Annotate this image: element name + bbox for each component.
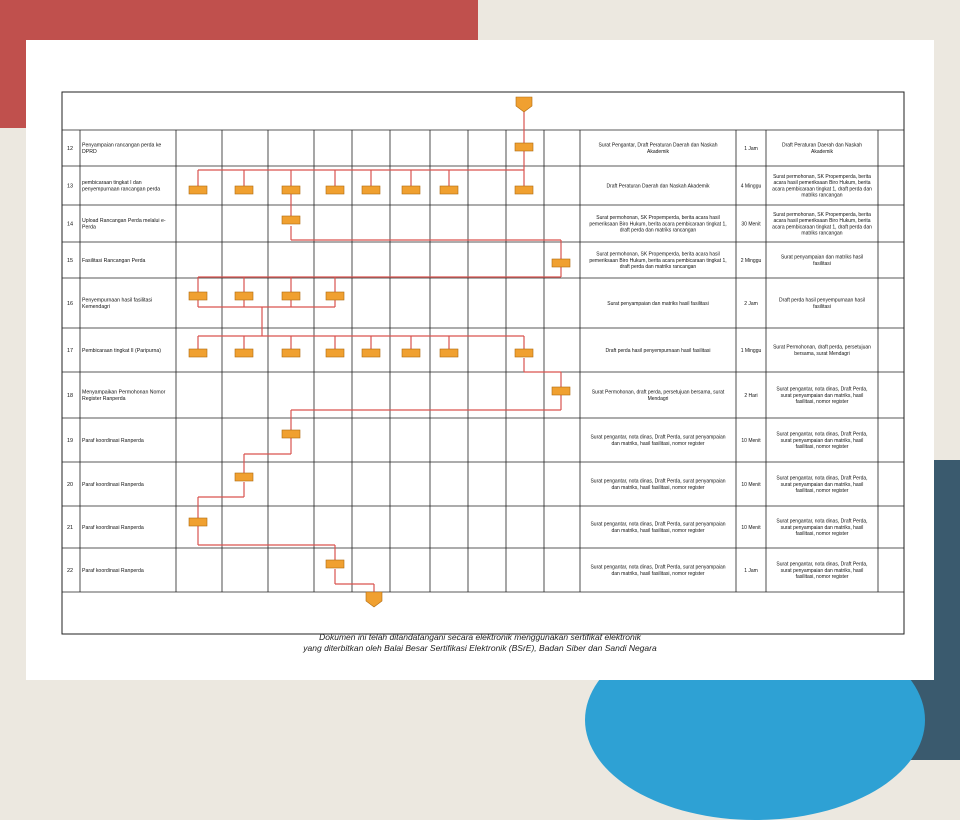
process-box <box>235 473 253 481</box>
process-box <box>515 143 533 151</box>
process-box <box>189 292 207 300</box>
activity-text: Penyampaian rancangan perda ke DPRD <box>82 142 162 156</box>
input-text: Surat pengantar, nota dinas, Draft Perda, surat penyampaian dan matriks, hasil fasilitasi, nomor register <box>590 434 726 447</box>
activity-text: Penyempurnaan hasil fasilitasi Kemendagri <box>82 297 153 311</box>
process-box <box>282 349 300 357</box>
input-text: Surat Permohonan, draft perda, persetujuan bersama, surat Mendagri <box>591 389 725 402</box>
signature-footer <box>0 632 960 654</box>
step-number: 17 <box>66 347 74 354</box>
activity-text: Paraf koordinasi Ranperda <box>82 481 144 488</box>
process-box <box>235 349 253 357</box>
process-box <box>402 349 420 357</box>
end-connector <box>366 592 382 607</box>
process-box <box>515 186 533 194</box>
output-text: Surat penyampaian dan matriks hasil fasilitasi <box>780 254 864 267</box>
input-text: Surat penyampaian dan matriks hasil fasilitasi <box>607 300 709 307</box>
input-text: Surat pengantar, nota dinas, Draft Perda, surat penyampaian dan matriks, hasil fasilitasi, nomor register <box>590 521 726 534</box>
process-box <box>552 259 570 267</box>
process-box <box>440 186 458 194</box>
step-number: 12 <box>66 145 74 152</box>
time-text: 2 Minggu <box>740 257 762 264</box>
process-box <box>189 186 207 194</box>
output-text: Surat permohonan, SK Propemperda, berita acara hasil pemeriksaan Biro Hukum, berita acara pembicaraan tingkat 1, draft perda dan matriks rancangan <box>772 173 872 199</box>
activity-text: Pembicaraan tingkat II (Paripurna) <box>82 347 162 354</box>
output-text: Surat permohonan, SK Propemperda, berita acara hasil pemeriksaan Biro Hukum, berita acara pembicaraan tingkat 1, draft perda dan matriks rancangan <box>772 211 872 237</box>
activity-text: Upload Rancangan Perda melalui e-Perda <box>82 218 166 231</box>
input-text: Surat pengantar, nota dinas, Draft Perda, surat penyampaian dan matriks, hasil fasilitasi, nomor register <box>590 564 726 577</box>
process-box <box>440 349 458 357</box>
output-text: Surat Permohonan, draft perda, persetujuan bersama, surat Mendagri <box>773 344 871 357</box>
step-number: 19 <box>66 437 74 444</box>
process-box <box>402 186 420 194</box>
activity-text: Fasilitasi Rancangan Perda <box>82 257 146 264</box>
output-text: Surat pengantar, nota dinas, Draft Perda, surat penyampaian dan matriks, hasil fasilitasi, nomor register <box>776 386 868 405</box>
time-text: 1 Minggu <box>740 347 762 354</box>
step-number: 22 <box>66 567 74 574</box>
time-text: 4 Minggu <box>740 183 762 190</box>
process-box <box>235 186 253 194</box>
time-text: 2 Jam <box>744 300 758 307</box>
time-text: 30 Menit <box>741 221 761 228</box>
footer-line-2: yang diterbitkan oleh Balai Besar Sertifikasi Elektronik (BSrE), Badan Siber dan Sandi Negara <box>303 643 657 653</box>
process-box <box>189 349 207 357</box>
process-box <box>552 387 570 395</box>
time-text: 10 Menit <box>741 481 761 488</box>
activity-text: Paraf koordinasi Ranperda <box>82 437 144 444</box>
output-text: Surat pengantar, nota dinas, Draft Perda, surat penyampaian dan matriks, hasil fasilitasi, nomor register <box>776 431 868 450</box>
process-box <box>515 349 533 357</box>
process-box <box>326 560 344 568</box>
process-box <box>282 216 300 224</box>
activity-text: Paraf koordinasi Ranperda <box>82 567 144 574</box>
process-box <box>189 518 207 526</box>
process-box <box>282 186 300 194</box>
step-number: 21 <box>66 524 74 531</box>
input-text: Surat Pengantar, Draft Peraturan Daerah dan Naskah Akademik <box>598 142 718 155</box>
step-number: 16 <box>66 300 74 307</box>
process-box <box>282 292 300 300</box>
time-text: 10 Menit <box>741 524 761 531</box>
time-text: 1 Jam <box>744 145 758 152</box>
input-text: Draft perda hasil penyempurnaan hasil fasilitasi <box>605 347 711 354</box>
footer-line-1: Dokumen ini telah ditandatangani secara elektronik menggunakan sertifikat elektronik <box>319 632 641 642</box>
output-text: Surat pengantar, nota dinas, Draft Perda, surat penyampaian dan matriks, hasil fasilitasi, nomor register <box>776 561 868 580</box>
output-text: Surat pengantar, nota dinas, Draft Perda, surat penyampaian dan matriks, hasil fasilitasi, nomor register <box>776 518 868 537</box>
process-box <box>362 186 380 194</box>
step-number: 15 <box>66 257 74 264</box>
input-text: Draft Peraturan Daerah dan Naskah Akademik <box>606 183 710 190</box>
time-text: 1 Jam <box>744 567 758 574</box>
process-box <box>326 186 344 194</box>
process-box <box>326 292 344 300</box>
process-box <box>362 349 380 357</box>
step-number: 13 <box>66 183 74 190</box>
activity-text: pembicaraan tingkat I dan penyempurnaan rancangan perda <box>82 180 161 193</box>
activity-text: Paraf koordinasi Ranperda <box>82 524 144 531</box>
step-number: 20 <box>66 481 74 488</box>
step-number: 18 <box>66 392 74 399</box>
process-box <box>235 292 253 300</box>
input-text: Surat permohonan, SK Propemperda, berita acara hasil pemeriksaan Biro Hukum, berita acara pembicaraan tingkat 1, draft perda dan matriks rancangan <box>589 251 727 270</box>
step-number: 14 <box>66 221 74 228</box>
time-text: 2 Hari <box>744 392 758 399</box>
process-box <box>326 349 344 357</box>
activity-text: Menyampaikan Permohonan Nomor Register Ranperda <box>82 389 166 403</box>
time-text: 10 Menit <box>741 437 761 444</box>
start-connector <box>516 97 532 112</box>
output-text: Draft perda hasil penyempurnaan hasil fasilitasi <box>779 297 865 310</box>
output-text: Surat pengantar, nota dinas, Draft Perda, surat penyampaian dan matriks, hasil fasilitasi, nomor register <box>776 475 868 494</box>
input-text: Surat permohonan, SK Propemperda, berita acara hasil pemeriksaan Biro Hukum, berita acara pembicaraan tingkat 1, draft perda dan matriks rancangan <box>589 215 727 234</box>
input-text: Surat pengantar, nota dinas, Draft Perda, surat penyampaian dan matriks, hasil fasilitasi, nomor register <box>590 478 726 491</box>
process-box <box>282 430 300 438</box>
output-text: Draft Peraturan Daerah dan Naskah Akademik <box>781 142 863 155</box>
